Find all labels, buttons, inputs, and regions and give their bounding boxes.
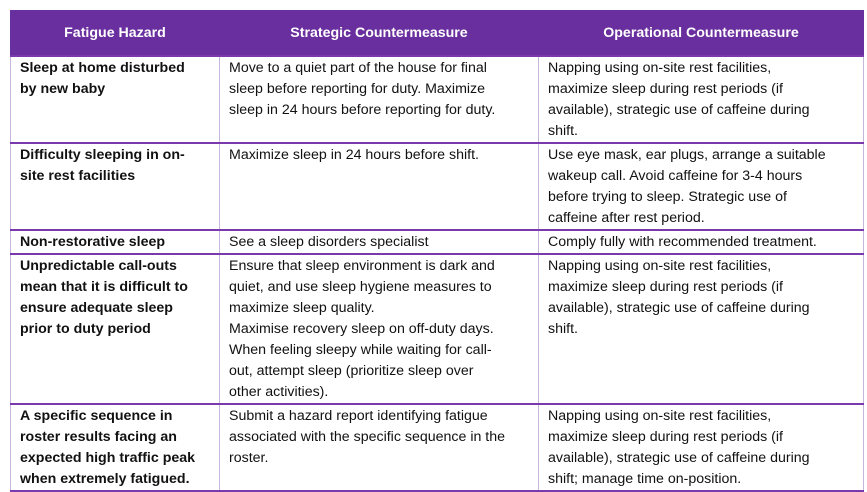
cell-text-line: available), strategic use of caffeine during — [548, 450, 810, 466]
cell-text-line: Submit a hazard report identifying fatigue — [229, 408, 488, 424]
cell-text-line: Sleep at home disturbed — [20, 60, 185, 76]
hazard-cell — [11, 230, 220, 254]
cell-text-line: Ensure that sleep environment is dark and — [229, 258, 495, 274]
table-header-row — [11, 11, 864, 57]
cell-text-line: roster. — [229, 450, 269, 466]
cell-text-line: shift. — [548, 123, 578, 139]
strategic-cell — [220, 404, 539, 491]
header-operational-countermeasure: Operational Countermeasure — [539, 11, 864, 57]
hazard-cell — [11, 143, 220, 230]
hazard-cell — [11, 404, 220, 491]
operational-cell — [539, 143, 864, 230]
hazard-cell — [11, 56, 220, 143]
strategic-cell — [220, 254, 539, 404]
cell-text-line: ensure adequate sleep — [20, 300, 173, 316]
operational-cell — [539, 56, 864, 143]
cell-text-line: before trying to sleep. Strategic use of — [548, 189, 787, 205]
cell-text-line: caffeine after rest period. — [548, 210, 705, 226]
cell-text-line: mean that it is difficult to — [20, 279, 188, 295]
cell-text-line: maximize sleep during rest periods (if — [548, 81, 783, 97]
cell-text-line: available), strategic use of caffeine during — [548, 102, 810, 118]
cell-text-line: Maximize sleep in 24 hours before shift. — [229, 147, 479, 163]
cell-text-line: Unpredictable call-outs — [20, 258, 177, 274]
cell-text-line: Use eye mask, ear plugs, arrange a suitable — [548, 147, 826, 163]
cell-text-line: sleep before reporting for duty. Maximize — [229, 81, 486, 97]
strategic-cell — [220, 143, 539, 230]
cell-text-line: quiet, and use sleep hygiene measures to — [229, 279, 492, 295]
cell-text-line: roster results facing an — [20, 429, 177, 445]
header-strategic-countermeasure: Strategic Countermeasure — [220, 11, 539, 57]
cell-text-line: out, attempt sleep (prioritize sleep over — [229, 363, 474, 379]
cell-text-line: expected high traffic peak — [20, 450, 196, 466]
cell-text-line: shift; manage time on-position. — [548, 471, 742, 487]
table-row — [11, 230, 864, 254]
cell-text-line: A specific sequence in — [20, 408, 173, 424]
cell-text-line: sleep in 24 hours before reporting for duty. — [229, 102, 496, 118]
cell-text-line: site rest facilities — [20, 168, 136, 184]
cell-text-line: prior to duty period — [20, 321, 151, 337]
operational-cell — [539, 404, 864, 491]
cell-text-line: Napping using on-site rest facilities, — [548, 408, 772, 424]
cell-text-line: maximize sleep during rest periods (if — [548, 279, 783, 295]
cell-text-line: Maximise recovery sleep on off-duty days. — [229, 321, 494, 337]
cell-text-line: wakeup call. Avoid caffeine for 3-4 hours — [548, 168, 803, 184]
cell-text-line: Difficulty sleeping in on- — [20, 147, 185, 163]
table-row — [11, 254, 864, 404]
strategic-cell — [220, 230, 539, 254]
cell-text-line: Comply fully with recommended treatment. — [548, 234, 817, 250]
cell-text-line: maximize sleep during rest periods (if — [548, 429, 783, 445]
cell-text-line: other activities). — [229, 384, 329, 400]
hazard-cell — [11, 254, 220, 404]
strategic-cell — [220, 56, 539, 143]
cell-text-line: Move to a quiet part of the house for final — [229, 60, 487, 76]
cell-text-line: When feeling sleepy while waiting for call- — [229, 342, 492, 358]
cell-text-line: associated with the specific sequence in the — [229, 429, 506, 445]
table-row — [11, 404, 864, 491]
table-row — [11, 56, 864, 143]
header-fatigue-hazard: Fatigue Hazard — [11, 11, 220, 57]
cell-text-line: maximize sleep quality. — [229, 300, 375, 316]
cell-text-line: Napping using on-site rest facilities, — [548, 60, 772, 76]
operational-cell — [539, 254, 864, 404]
operational-cell — [539, 230, 864, 254]
cell-text-line: Non-restorative sleep — [20, 234, 166, 250]
cell-text-line: when extremely fatigued. — [20, 471, 190, 487]
cell-text-line: Napping using on-site rest facilities, — [548, 258, 772, 274]
cell-text-line: by new baby — [20, 81, 106, 97]
cell-text-line: shift. — [548, 321, 578, 337]
cell-text-line: See a sleep disorders specialist — [229, 234, 429, 250]
table-row — [11, 143, 864, 230]
fatigue-countermeasure-table — [10, 10, 864, 492]
cell-text-line: available), strategic use of caffeine during — [548, 300, 810, 316]
